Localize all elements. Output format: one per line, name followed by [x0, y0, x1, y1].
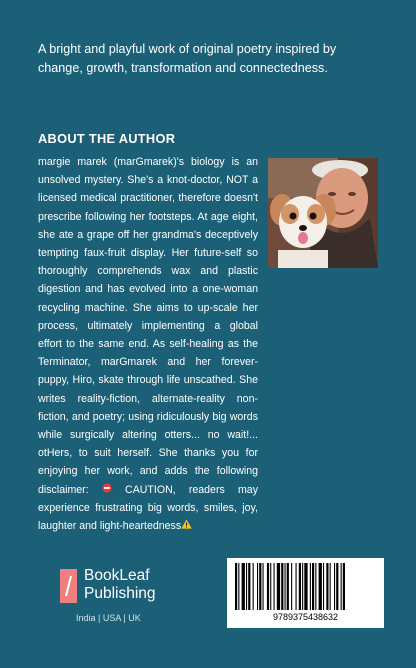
barcode-bar: [312, 563, 314, 610]
barcode-bar: [287, 563, 289, 610]
barcode-bar: [235, 563, 237, 610]
barcode-bar: [304, 563, 307, 610]
barcode-bar: [285, 563, 286, 610]
author-photo: [268, 158, 378, 268]
warning-icon: [181, 517, 192, 535]
barcode-bar: [263, 563, 264, 610]
barcode-bar: [341, 563, 342, 610]
barcode-bar: [267, 563, 269, 610]
publisher-name-line2: Publishing: [84, 585, 156, 602]
barcode-bar: [299, 563, 301, 610]
barcode-bar: [330, 563, 331, 610]
barcode-bar: [259, 563, 261, 610]
bookleaf-logo-icon: [60, 569, 77, 603]
isbn-barcode: [227, 558, 384, 628]
barcode-bar: [315, 563, 316, 610]
barcode-bar: [248, 563, 250, 610]
barcode-bar: [253, 563, 254, 610]
barcode-bar: [238, 563, 239, 610]
publisher-logo: [60, 567, 210, 627]
barcode-bar: [302, 563, 303, 610]
about-author-heading: ABOUT THE AUTHOR: [38, 131, 176, 146]
barcode-bar: [323, 563, 324, 610]
publisher-name-line1: BookLeaf: [84, 567, 150, 584]
publisher-regions: India | USA | UK: [76, 613, 141, 623]
barcode-bars: [235, 563, 376, 610]
publisher-name: [84, 567, 156, 603]
barcode-bar: [291, 563, 292, 610]
no-entry-icon: [102, 481, 112, 499]
barcode-bar: [296, 563, 297, 610]
barcode-bar: [343, 563, 345, 610]
barcode-bar: [270, 563, 271, 610]
author-bio-text: margie marek (marGmarek)'s biology is an unsolved mystery. She's a knot-doctor, NOT a licensed medical practitioner, therefore doesn't prescribe following her footsteps. At age eight, she ate a grape off her grandma's deceptively tempting faux-fruit display. Her future-self so thoroughly comprehends wax and plastic digestion and has evolved into a one-woman recycling machine. She aims to up-scale her process, ultimately implementing a global effort to the same end. As self-healing as the Terminator, marGmarek and her forever-puppy, Hiro, skate through life unscathed. She writes reality-fiction, alternate-reality non-fiction, and poetry; using ridiculously big words while surgically altering otters... no wait!... otHers, to suit herself. She thanks you for enjoying her work, and adds the following disclaimer:: [38, 156, 258, 496]
caution-text: CAUTION, readers may experience frustrating big words, smiles, joy, laughter and light-heartedness: [38, 483, 258, 533]
barcode-bar: [246, 563, 247, 610]
back-cover-blurb: A bright and playful work of original poetry inspired by change, growth, transformation and connectedness.: [38, 42, 337, 75]
barcode-bar: [242, 563, 245, 610]
barcode-bar: [310, 563, 311, 610]
barcode-bar: [334, 563, 335, 610]
author-bio: [38, 153, 258, 535]
barcode-bar: [319, 563, 322, 610]
barcode-bar: [336, 563, 338, 610]
barcode-bar: [281, 563, 283, 610]
isbn-number: 9789375438632: [272, 612, 339, 622]
barcode-bar: [274, 563, 275, 610]
barcode-bar: [326, 563, 328, 610]
barcode-bar: [277, 563, 280, 610]
barcode-bar: [257, 563, 258, 610]
